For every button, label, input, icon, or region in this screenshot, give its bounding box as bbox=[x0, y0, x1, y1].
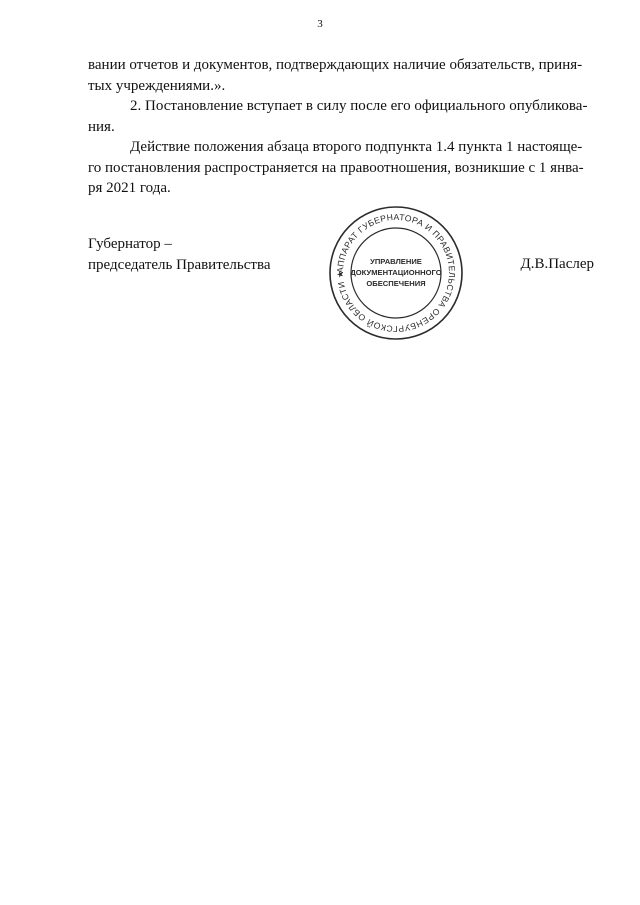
page-number: 3 bbox=[317, 18, 323, 30]
official-seal bbox=[328, 205, 464, 341]
text-line: вании отчетов и документов, подтверждающих наличие обязательств, приня- bbox=[88, 57, 583, 73]
text-line: ния. bbox=[88, 118, 115, 135]
text-line: 2. Постановление вступает в силу после его официального опубликова- bbox=[130, 98, 588, 114]
signatory-name: Д.В.Паслер bbox=[520, 256, 594, 272]
signatory-title-line: Губернатор – bbox=[88, 236, 172, 252]
text-line: ря 2021 года. bbox=[88, 180, 171, 196]
text-line: тых учреждениями.». bbox=[88, 77, 226, 94]
paragraph-effect bbox=[88, 137, 594, 199]
document-body bbox=[88, 55, 594, 199]
text-line: Действие положения абзаца второго подпункта 1.4 пункта 1 настояще- bbox=[130, 139, 583, 155]
text-line: го постановления распространяется на правоотношения, возникшие с 1 янва- bbox=[88, 159, 584, 176]
signatory-title-line: председатель Правительства bbox=[88, 256, 271, 273]
seal-center-line: ОБЕСПЕЧЕНИЯ bbox=[366, 279, 426, 288]
signatory-title bbox=[88, 234, 271, 275]
seal-center-line: УПРАВЛЕНИЕ bbox=[370, 257, 422, 266]
paragraph-item-2 bbox=[88, 96, 594, 137]
seal-ring-textpath: АППАРАТ ГУБЕРНАТОРА И ПРАВИТЕЛЬСТВА ОРЕНБУРГСКОЙ ОБЛАСТИ ★ bbox=[334, 211, 458, 335]
seal-center-line: ДОКУМЕНТАЦИОННОГО bbox=[350, 268, 442, 277]
paragraph-continuation bbox=[88, 55, 594, 96]
seal-icon bbox=[328, 205, 464, 341]
